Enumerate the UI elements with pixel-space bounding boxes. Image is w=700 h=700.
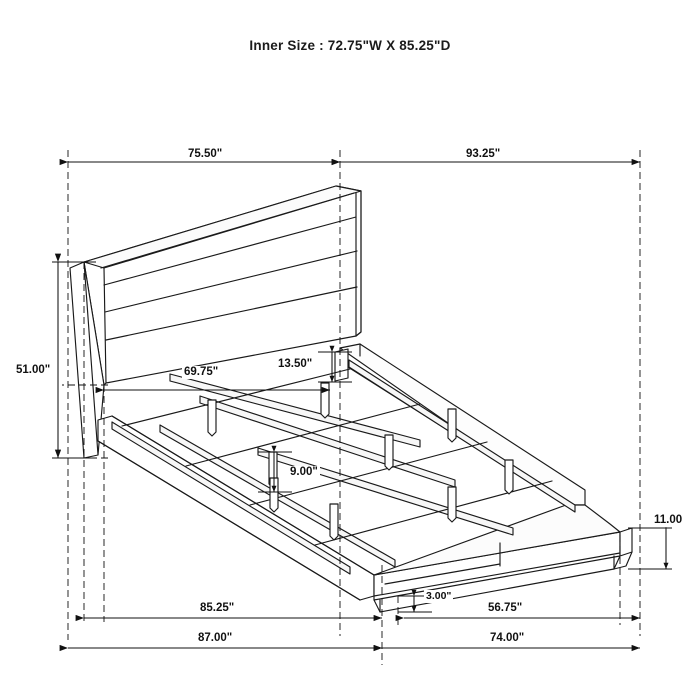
dim-bottom-inner-left: 85.25": [200, 602, 235, 614]
dim-top-left: 75.50": [188, 148, 223, 160]
dim-bottom-outer-right: 74.00": [490, 632, 525, 644]
page-title: Inner Size : 72.75"W X 85.25"D: [249, 38, 451, 53]
dim-rail-drop: 13.50": [278, 358, 313, 370]
dim-headboard-height: 51.00": [16, 364, 51, 376]
dim-top-right: 93.25": [466, 148, 501, 160]
dim-headboard-inner-width: 69.75": [184, 366, 219, 378]
dim-slat-post: 9.00": [290, 466, 318, 478]
dim-foot-clearance: 3.00": [426, 590, 452, 602]
dim-leg-height: 11.00: [654, 514, 683, 526]
dim-bottom-inner-right: 56.75": [488, 602, 523, 614]
dim-bottom-outer-left: 87.00": [198, 632, 233, 644]
